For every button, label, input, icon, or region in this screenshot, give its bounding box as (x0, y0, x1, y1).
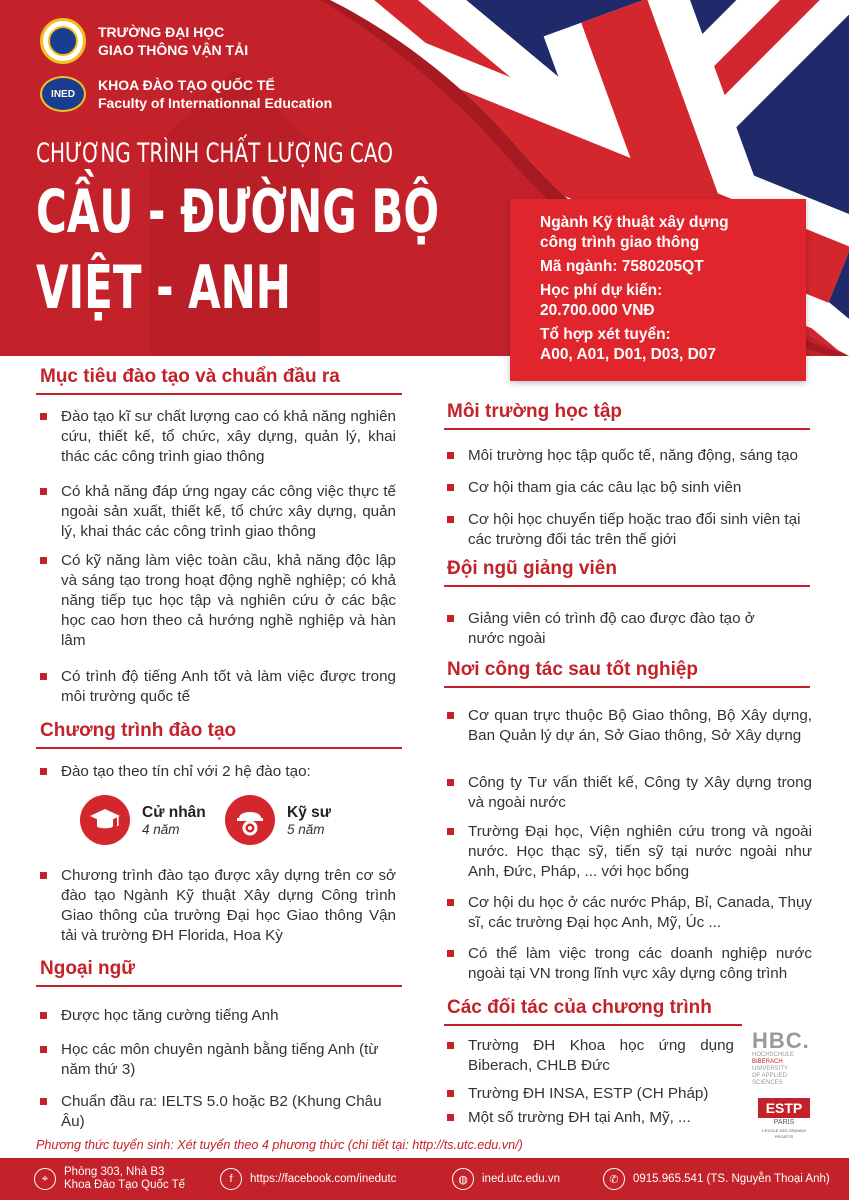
list-item: Trường ĐH INSA, ESTP (CH Pháp) (447, 1084, 734, 1104)
utc-logo-block (40, 18, 248, 64)
faculty-heading: Đội ngũ giảng viên (447, 558, 617, 579)
curriculum-underline (36, 747, 402, 749)
degree-bachelor (80, 795, 206, 845)
list-item: Trường Đại học, Viện nghiên cứu trong và ngoài nước. Học thạc sỹ, tiến sỹ tại nước ngoài như Anh, Đức, Pháp, ... với học bổng (447, 822, 812, 882)
major-code: Mã ngành: 7580205QT (540, 258, 704, 275)
list-item: Cơ hội du học ở các nước Pháp, Bỉ, Canada, Thụy sĩ, các trường Đại học Anh, Mỹ, Úc ... (447, 893, 812, 933)
environment-underline (444, 428, 810, 430)
list-item: Công ty Tư vấn thiết kế, Công ty Xây dựng trong và ngoài nước (447, 773, 812, 813)
list-item: Có kỹ năng làm việc toàn cầu, khả năng độc lập và sáng tạo trong hoạt động nghề nghiệp; có khả năng tiếp tục học tập và nghiên cứu ở các bậc học cao hơn theo cả hướng nghề nghiệp và hàn lâm (40, 551, 396, 651)
degree-engineer (225, 795, 331, 845)
major-line1: Ngành Kỹ thuật xây dựng (540, 214, 729, 231)
hard-hat-gear-icon (225, 795, 275, 845)
faculty-underline (444, 585, 810, 587)
footer-bar (0, 1158, 849, 1200)
language-heading: Ngoại ngữ (40, 958, 136, 979)
curriculum-heading: Chương trình đào tạo (40, 720, 237, 741)
list-item: Đào tạo theo tín chỉ với 2 hệ đào tạo: (40, 762, 396, 782)
admission-method: Phương thức tuyển sinh: Xét tuyển theo 4 phương thức (chi tiết tại: http://ts.utc.edu.vn/) (36, 1138, 523, 1152)
combo-label: Tổ hợp xét tuyển: (540, 326, 671, 343)
objectives-heading: Mục tiêu đào tạo và chuẩn đầu ra (40, 366, 340, 387)
list-item: Môi trường học tập quốc tế, năng động, sáng tạo (447, 446, 812, 466)
objectives-underline (36, 393, 402, 395)
phone-number[interactable]: 0915.965.541 (TS. Nguyễn Thoại Anh) (633, 1172, 830, 1185)
phone-icon: ✆ (603, 1168, 625, 1190)
list-item: Cơ hội học chuyển tiếp hoặc trao đổi sinh viên tại các trường đối tác trên thế giới (447, 510, 812, 550)
list-item: Chương trình đào tạo được xây dựng trên cơ sở đào tạo Ngành Kỹ thuật Xây dựng Công trình Giao thông của trường Đại học Giao thông Vận tải và trường ĐH Florida, Hoa Kỳ (40, 866, 396, 946)
list-item: Có thể làm việc trong các doanh nghiệp nước ngoài tại VN trong lĩnh vực xây dựng công trình (447, 944, 812, 984)
hbc-partner-logo: HBC. HOCHSCHULE BIBERACH UNIVERSITY OF APPLIED SCIENCES (752, 1028, 810, 1086)
faculty-name-line1: KHOA ĐÀO TẠO QUỐC TẾ (98, 77, 275, 93)
program-label: CHƯƠNG TRÌNH CHẤT LƯỢNG CAO (36, 138, 393, 169)
ined-logo-icon: INED (40, 76, 86, 112)
faculty-name-line2: Faculty of Internationnal Education (98, 95, 333, 111)
school-name-line2: GIAO THÔNG VẬN TẢI (98, 42, 249, 58)
list-item: Giảng viên có trình độ cao được đào tạo ở nước ngoài (447, 609, 787, 649)
fee-label: Học phí dự kiến: (540, 282, 663, 299)
list-item: Có trình độ tiếng Anh tốt và làm việc được trong môi trường quốc tế (40, 667, 396, 707)
program-info-box (510, 199, 806, 381)
partners-heading: Các đối tác của chương trình (447, 997, 712, 1018)
careers-heading: Nơi công tác sau tốt nghiệp (447, 659, 699, 680)
graduation-cap-icon (80, 795, 130, 845)
program-title-line1: CẦU - ĐƯỜNG BỘ (36, 177, 440, 247)
program-title-line2: VIỆT - ANH (36, 253, 291, 323)
partners-underline (444, 1024, 742, 1026)
language-underline (36, 985, 402, 987)
degree-years: 5 năm (287, 821, 325, 837)
combo-value: A00, A01, D01, D03, D07 (540, 346, 717, 363)
degree-name: Cử nhân (142, 803, 206, 821)
degree-years: 4 năm (142, 821, 180, 837)
list-item: Một số trường ĐH tại Anh, Mỹ, ... (447, 1108, 734, 1128)
utc-emblem-icon (40, 18, 86, 64)
school-name-line1: TRƯỜNG ĐẠI HỌC (98, 24, 225, 40)
footer-phone[interactable] (603, 1168, 830, 1190)
ined-logo-block (40, 76, 332, 112)
globe-icon: ◍ (452, 1168, 474, 1190)
list-item: Cơ quan trực thuộc Bộ Giao thông, Bộ Xây dựng, Ban Quản lý dự án, Sở Giao thông, Sở Xây dựng (447, 706, 812, 746)
footer-website[interactable] (452, 1168, 560, 1190)
environment-heading: Môi trường học tập (447, 401, 623, 422)
footer-address: ⌖ Phòng 303, Nhà B3 Khoa Đào Tạo Quốc Tế (34, 1166, 185, 1192)
list-item: Trường ĐH Khoa học ứng dụng Biberach, CHLB Đức (447, 1036, 734, 1076)
list-item: Đào tạo kĩ sư chất lượng cao có khả năng nghiên cứu, thiết kế, tổ chức, xây dựng, quản lý, khai thác các công trình giao thông (40, 407, 396, 467)
degree-name: Kỹ sư (287, 803, 331, 821)
careers-underline (444, 686, 810, 688)
major-line2: công trình giao thông (540, 234, 700, 251)
list-item: Được học tăng cường tiếng Anh (40, 1006, 396, 1026)
location-pin-icon: ⌖ (34, 1168, 56, 1190)
website-link[interactable]: ined.utc.edu.vn (482, 1172, 561, 1185)
list-item: Học các môn chuyên ngành bằng tiếng Anh (từ năm thứ 3) (40, 1040, 396, 1080)
facebook-icon: f (220, 1168, 242, 1190)
facebook-link[interactable]: https://facebook.com/inedutc (250, 1172, 397, 1185)
fee-value: 20.700.000 VNĐ (540, 302, 655, 319)
list-item: Chuẩn đầu ra: IELTS 5.0 hoặc B2 (Khung Châu Âu) (40, 1092, 396, 1132)
list-item: Cơ hội tham gia các câu lạc bộ sinh viên (447, 478, 812, 498)
estp-partner-logo: ESTP PARIS L'ÉCOLE DES GRANDS PROJETS (758, 1098, 810, 1140)
footer-facebook[interactable] (220, 1168, 396, 1190)
list-item: Có khả năng đáp ứng ngay các công việc thực tế ngoài sản xuất, thiết kế, tổ chức xây dựng, quản lý, khai thác các công trình giao thông (40, 482, 396, 542)
